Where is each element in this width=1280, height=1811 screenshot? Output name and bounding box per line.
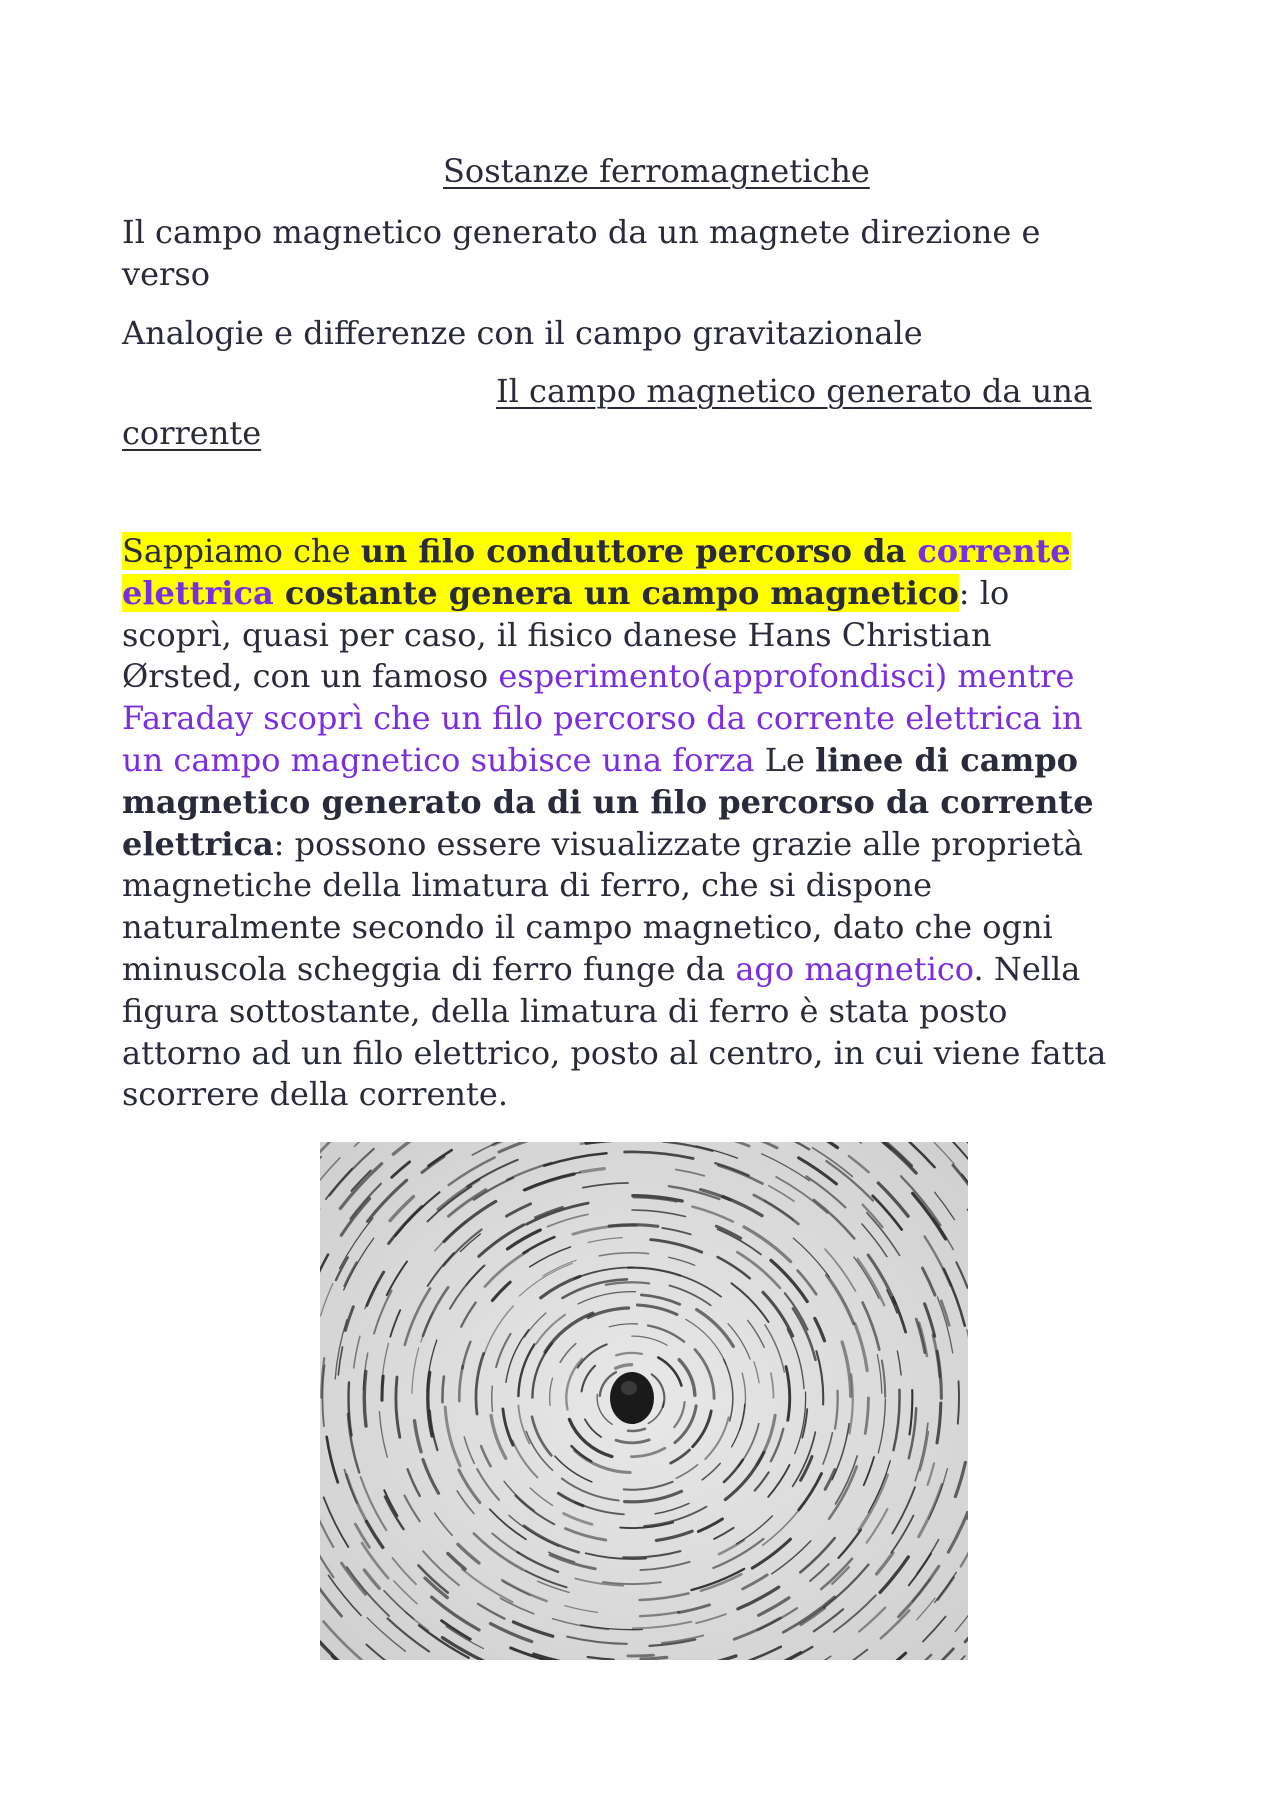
- paragraph-row: scoprì, quasi per caso, il fisico danese Hans Christian: [122, 615, 992, 654]
- filing-streak: [442, 1377, 443, 1403]
- wire-center-dot: [610, 1372, 654, 1424]
- iron-filings-figure: [320, 1142, 968, 1660]
- experiment-link: esperimento(approfondisci) mentre: [498, 657, 1075, 696]
- section-heading: Il campo magnetico generato da una: [496, 372, 1092, 410]
- paragraph-row: un campo magnetico subisce una forza Le linee di campo: [122, 740, 1079, 779]
- filing-streak: [492, 1386, 493, 1411]
- paragraph-row: Sappiamo che un filo conduttore percorso da corrente: [122, 532, 1071, 570]
- filing-streak: [628, 1655, 654, 1656]
- paragraph-row: scorrere della corrente.: [122, 1075, 508, 1114]
- paragraph-row: magnetico generato da di un filo percorso da corrente: [122, 782, 1094, 821]
- paragraph-row: magnetiche della limatura di ferro, che si dispone: [122, 866, 933, 905]
- paragraph-row: elettrica costante genera un campo magnetico: lo: [122, 573, 1010, 612]
- body-paragraph: [122, 531, 1172, 1116]
- intro-line-1-cont: verso: [122, 255, 210, 293]
- intro-line-2: Analogie e differenze con il campo gravitazionale: [122, 314, 923, 352]
- paragraph-row: attorno ad un filo elettrico, posto al centro, in cui viene fatta: [122, 1033, 1107, 1072]
- iron-filings-image: [320, 1142, 968, 1660]
- paragraph-row: elettrica: possono essere visualizzate grazie alle proprietà: [122, 824, 1083, 863]
- intro-line-1: Il campo magnetico generato da un magnete direzione e: [122, 213, 1041, 251]
- paragraph-row: figura sottostante, della limatura di ferro è stata posto: [122, 991, 1008, 1030]
- filing-streak: [609, 1225, 658, 1227]
- section-heading-cont: corrente: [122, 414, 262, 452]
- paragraph-row: Faraday scoprì che un filo percorso da corrente elettrica in: [122, 699, 1083, 738]
- paragraph-row: Ørsted, con un famoso esperimento(approfondisci) mentre: [122, 657, 1075, 696]
- document-title: Sostanze ferromagnetiche: [443, 152, 870, 190]
- paragraph-row: naturalmente secondo il campo magnetico, dato che ogni: [122, 908, 1053, 947]
- filing-streak: [641, 1657, 667, 1659]
- paragraph-row: minuscola scheggia di ferro funge da ago magnetico. Nella: [122, 949, 1081, 988]
